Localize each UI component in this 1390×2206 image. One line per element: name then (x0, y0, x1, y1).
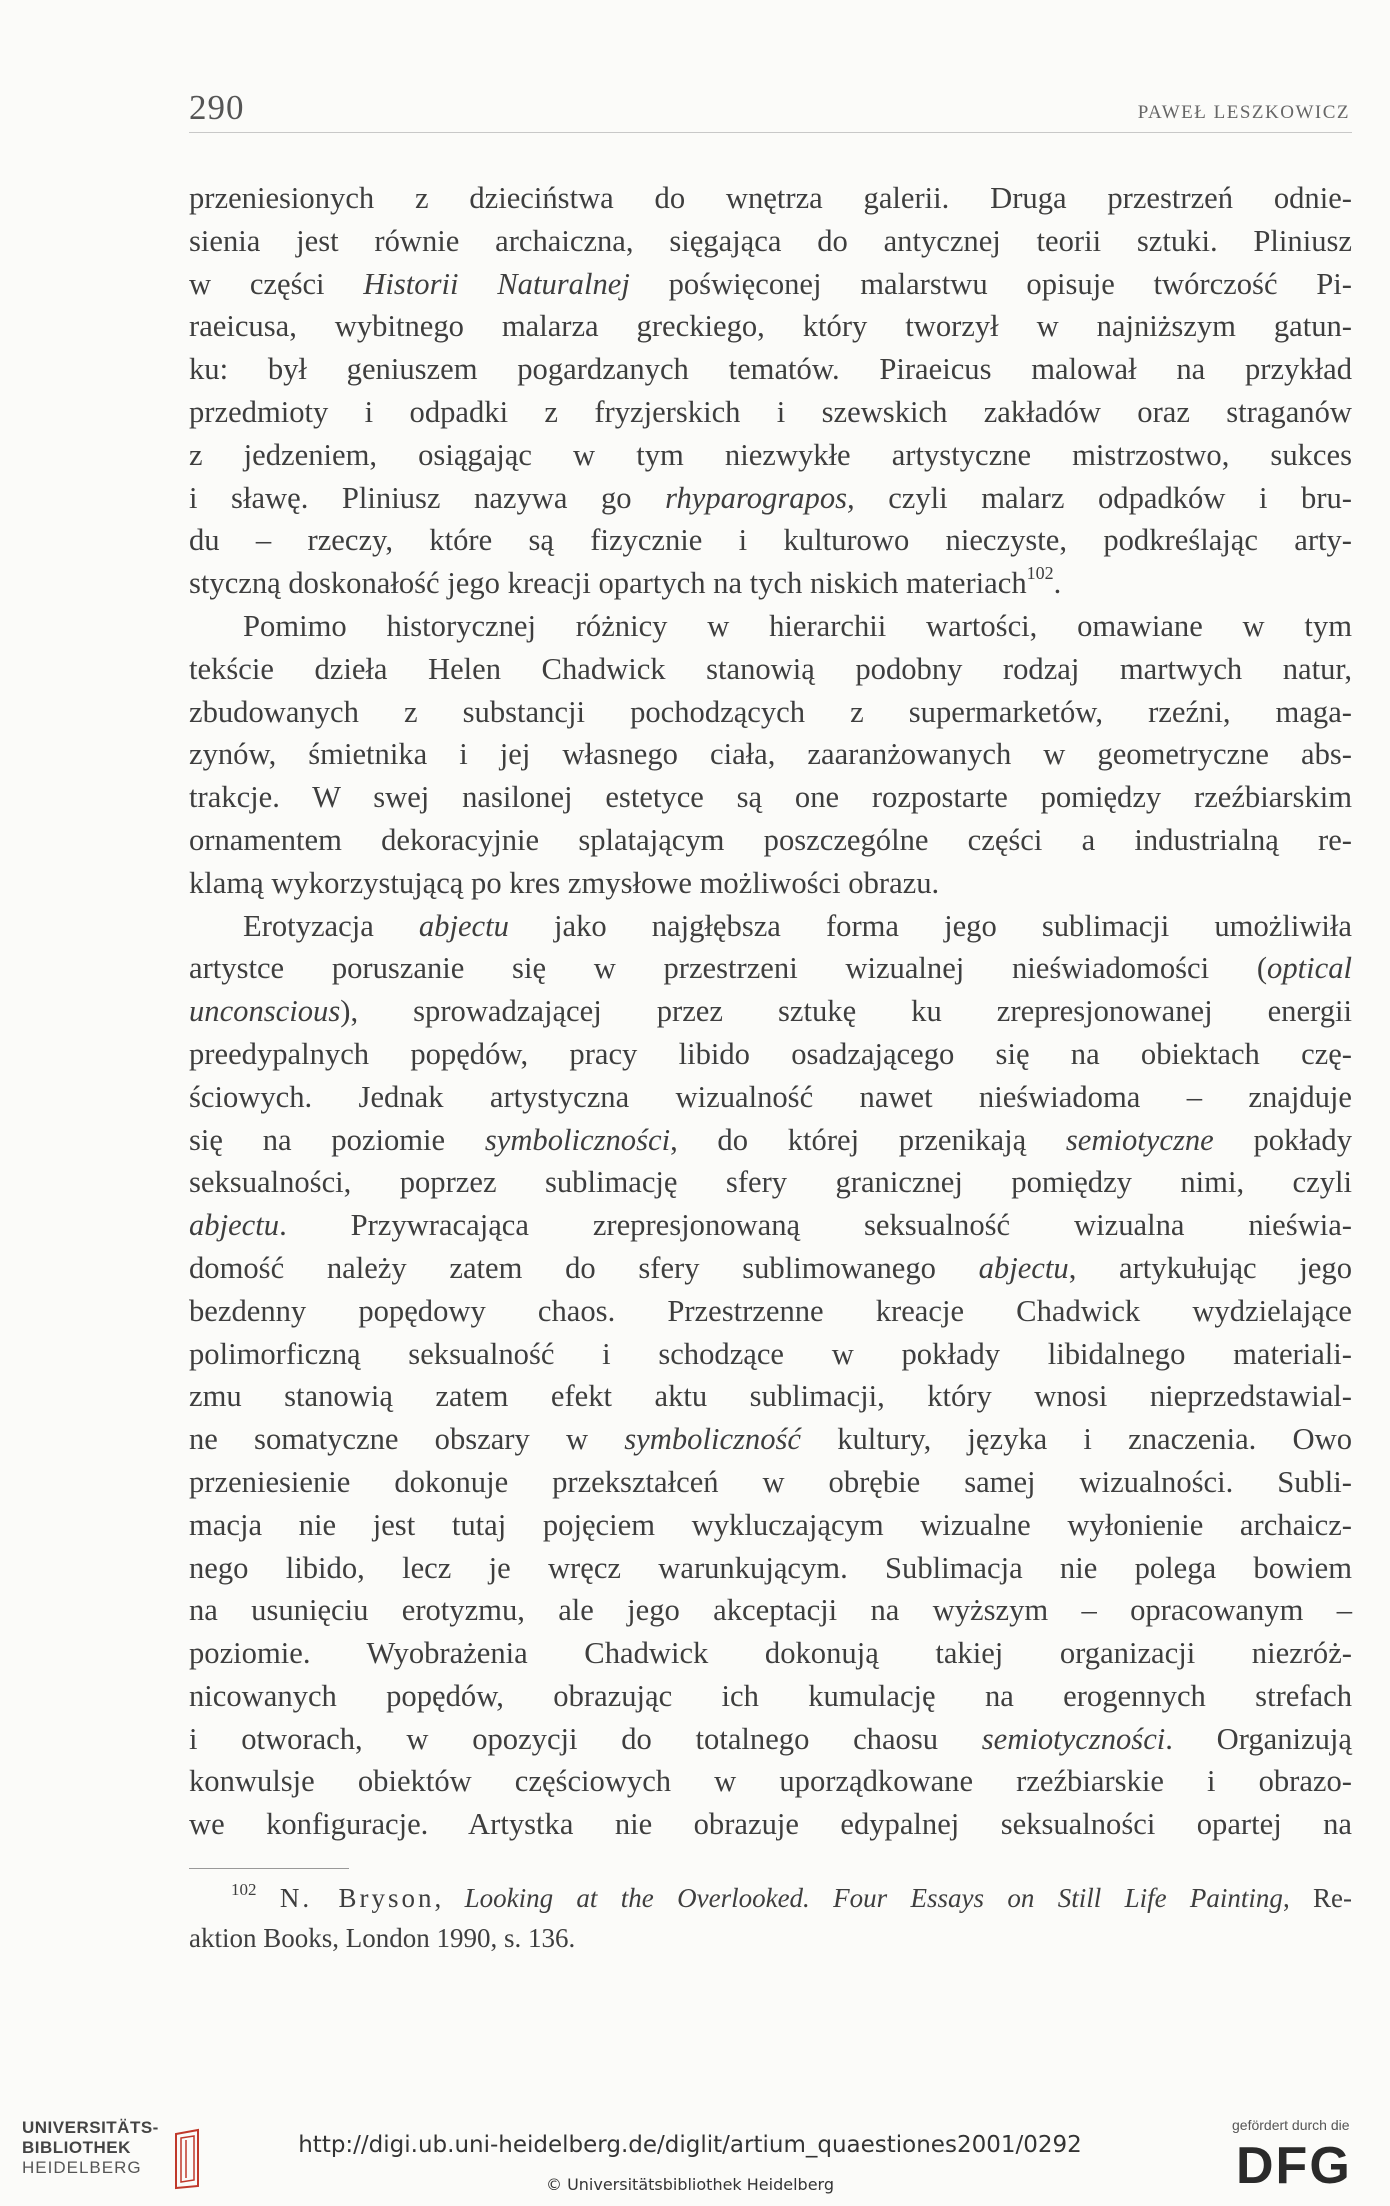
footnote-marker[interactable]: 102 (1026, 563, 1054, 584)
text-line: sienia jest równie archaiczna, sięgająca do antycznej teorii sztuki. Pliniusz (189, 223, 1352, 258)
footnote-author: N. Bryson (279, 1883, 435, 1913)
text-line: macja nie jest tutaj pojęciem wykluczającym wizualne wyłonienie archaicz- (189, 1507, 1352, 1542)
text-line: ne somatyczne obszary w symboliczność kultury, języka i znaczenia. Owo (189, 1422, 1352, 1457)
running-head: PAWEŁ LESZKOWICZ (1137, 102, 1350, 123)
funding-tagline: gefördert durch die (1232, 2117, 1350, 2133)
text-line: w części Historii Naturalnej poświęconej malarstwu opisuje twórczość Pi- (189, 266, 1352, 301)
text-line: ornamentem dekoracyjnie splatającym poszczególne części a industrialną re- (189, 822, 1352, 857)
text-line: zmu stanowią zatem efekt aktu sublimacji, który wnosi nieprzedstawial- (189, 1379, 1352, 1414)
footnote-line: $^{102}$ N. Bryson, Looking at the Overlooked. Four Essays on Still Life Painting, Re- (231, 1880, 1353, 1913)
text-line: przeniesionych z dzieciństwa do wnętrza galerii. Druga przestrzeń odnie- (189, 181, 1352, 215)
text-line: i sławę. Pliniusz nazywa go rhyparograpos, czyli malarz odpadków i bru- (189, 480, 1352, 515)
text-line: i otworach, w opozycji do totalnego chaosu semiotyczności. Organizują (189, 1721, 1352, 1756)
text-line: abjectu. Przywracająca zrepresjonowaną seksualność wizualna nieświa- (189, 1208, 1352, 1243)
library-emblem-icon (172, 2128, 202, 2190)
italic-term: rhyparograpos, (665, 480, 855, 515)
text-line: preedypalnych popędów, pracy libido osadzającego się na obiektach czę- (189, 1036, 1352, 1071)
italic-term: abjectu (978, 1250, 1069, 1285)
footnotes (189, 1878, 1352, 1958)
italic-title: Historii Naturalnej (363, 266, 630, 301)
italic-term: unconscious (189, 994, 341, 1029)
text-line: tekście dzieła Helen Chadwick stanowią podobny rodzaj martwych natur, (189, 651, 1352, 686)
text-line: raeicusa, wybitnego malarza greckiego, który tworzył w najniższym gatun- (189, 309, 1352, 344)
text-line: klamą wykorzystującą po kres zmysłowe możliwości obrazu. (189, 865, 940, 900)
text-line: du – rzeczy, które są fizycznie i kulturowo nieczyste, podkreślając arty- (189, 523, 1352, 558)
text-line: ściowych. Jednak artystyczna wizualność nawet nieświadoma – znajduje (189, 1079, 1352, 1114)
text-line: artystce poruszanie się w przestrzeni wizualnej nieświadomości (optical (189, 951, 1352, 986)
italic-term: symboliczność (624, 1422, 802, 1457)
text-line: unconscious), sprowadzającej przez sztukę ku zrepresjonowanej energii (189, 994, 1352, 1029)
text-line: przedmioty i odpadki z fryzjerskich i szewskich zakładów oraz straganów (189, 394, 1352, 429)
library-logo: UNIVERSITÄTS- BIBLIOTHEK HEIDELBERG (22, 2118, 202, 2198)
body-text (189, 177, 1352, 1846)
italic-term: abjectu (189, 1208, 280, 1243)
italic-term: semiotyczne (1065, 1122, 1214, 1157)
text-line: seksualności, poprzez sublimację sfery granicznej pomiędzy nimi, czyli (189, 1165, 1352, 1200)
text-line: z jedzeniem, osiągając w tym niezwykłe artystyczne mistrzostwo, sukces (189, 437, 1352, 472)
footnote-number: 102 (231, 1880, 257, 1899)
text-line: polimorficzną seksualność i schodzące w pokłady libidalnego materiali- (189, 1336, 1352, 1371)
dfg-logo: DFG (1236, 2137, 1352, 2195)
text-line: Pomimo historycznej różnicy w hierarchii wartości, omawiane w tym (243, 608, 1352, 643)
text-line: domość należy zatem do sfery sublimowanego abjectu, artykułując jego (189, 1250, 1352, 1285)
footnote-divider (189, 1868, 349, 1869)
text-line: się na poziomie symboliczności, do której przenikają semiotyczne pokłady (189, 1122, 1353, 1157)
text-line: bezdenny popędowy chaos. Przestrzenne kreacje Chadwick wydzielające (189, 1293, 1352, 1328)
italic-term: optical (1267, 951, 1352, 986)
italic-term: symboliczności (484, 1122, 671, 1157)
digitization-footer (0, 2100, 1390, 2206)
text-line: nicowanych popędów, obrazując ich kumulację na erogennych strefach (189, 1678, 1352, 1713)
copyright-notice: © Universitätsbibliothek Heidelberg (545, 2175, 834, 2194)
permalink-url[interactable]: http://digi.ub.uni-heidelberg.de/diglit/artium_quaestiones2001/0292 (298, 2132, 1082, 2158)
text-line: zbudowanych z substancji pochodzących z supermarketów, rzeźni, maga- (189, 694, 1352, 729)
footnote-line: aktion Books, London 1990, s. 136. (189, 1923, 576, 1953)
text-line: trakcje. W swej nasilonej estetyce są one rozpostarte pomiędzy rzeźbiarskim (189, 780, 1352, 815)
text-line: zynów, śmietnika i jej własnego ciała, zaaranżowanych w geometryczne abs- (189, 737, 1352, 772)
text-line: konwulsje obiektów częściowych w uporządkowane rzeźbiarskie i obrazo- (189, 1764, 1352, 1799)
page-header (189, 88, 1352, 133)
text-line: we konfiguracje. Artystka nie obrazuje edypalnej seksualności opartej na (189, 1807, 1352, 1842)
text-line: Erotyzacja abjectu jako najgłębsza forma jego sublimacji umożliwiła (243, 908, 1353, 943)
text-line: ku: był geniuszem pogardzanych tematów. Piraeicus malował na przykład (189, 352, 1352, 387)
text-line: nego libido, lecz je wręcz warunkującym. Sublimacja nie polega bowiem (189, 1550, 1352, 1585)
text-line: na usunięciu erotyzmu, ale jego akceptacji na wyższym – opracowanym – (189, 1593, 1352, 1628)
text-line: poziomie. Wyobrażenia Chadwick dokonują takiej organizacji niezróż- (189, 1636, 1352, 1671)
text-line: przeniesienie dokonuje przekształceń w obrębie samej wizualności. Subli- (189, 1464, 1352, 1499)
footnote-title: Looking at the Overlooked. Four Essays on Still Life Painting (464, 1883, 1283, 1913)
italic-term: semiotyczności (981, 1721, 1166, 1756)
text-line: styczną doskonałość jego kreacji opartych na tych niskich materiach$^{102}$. (189, 563, 1062, 601)
page-number: 290 (189, 88, 245, 127)
italic-term: abjectu (418, 908, 509, 943)
